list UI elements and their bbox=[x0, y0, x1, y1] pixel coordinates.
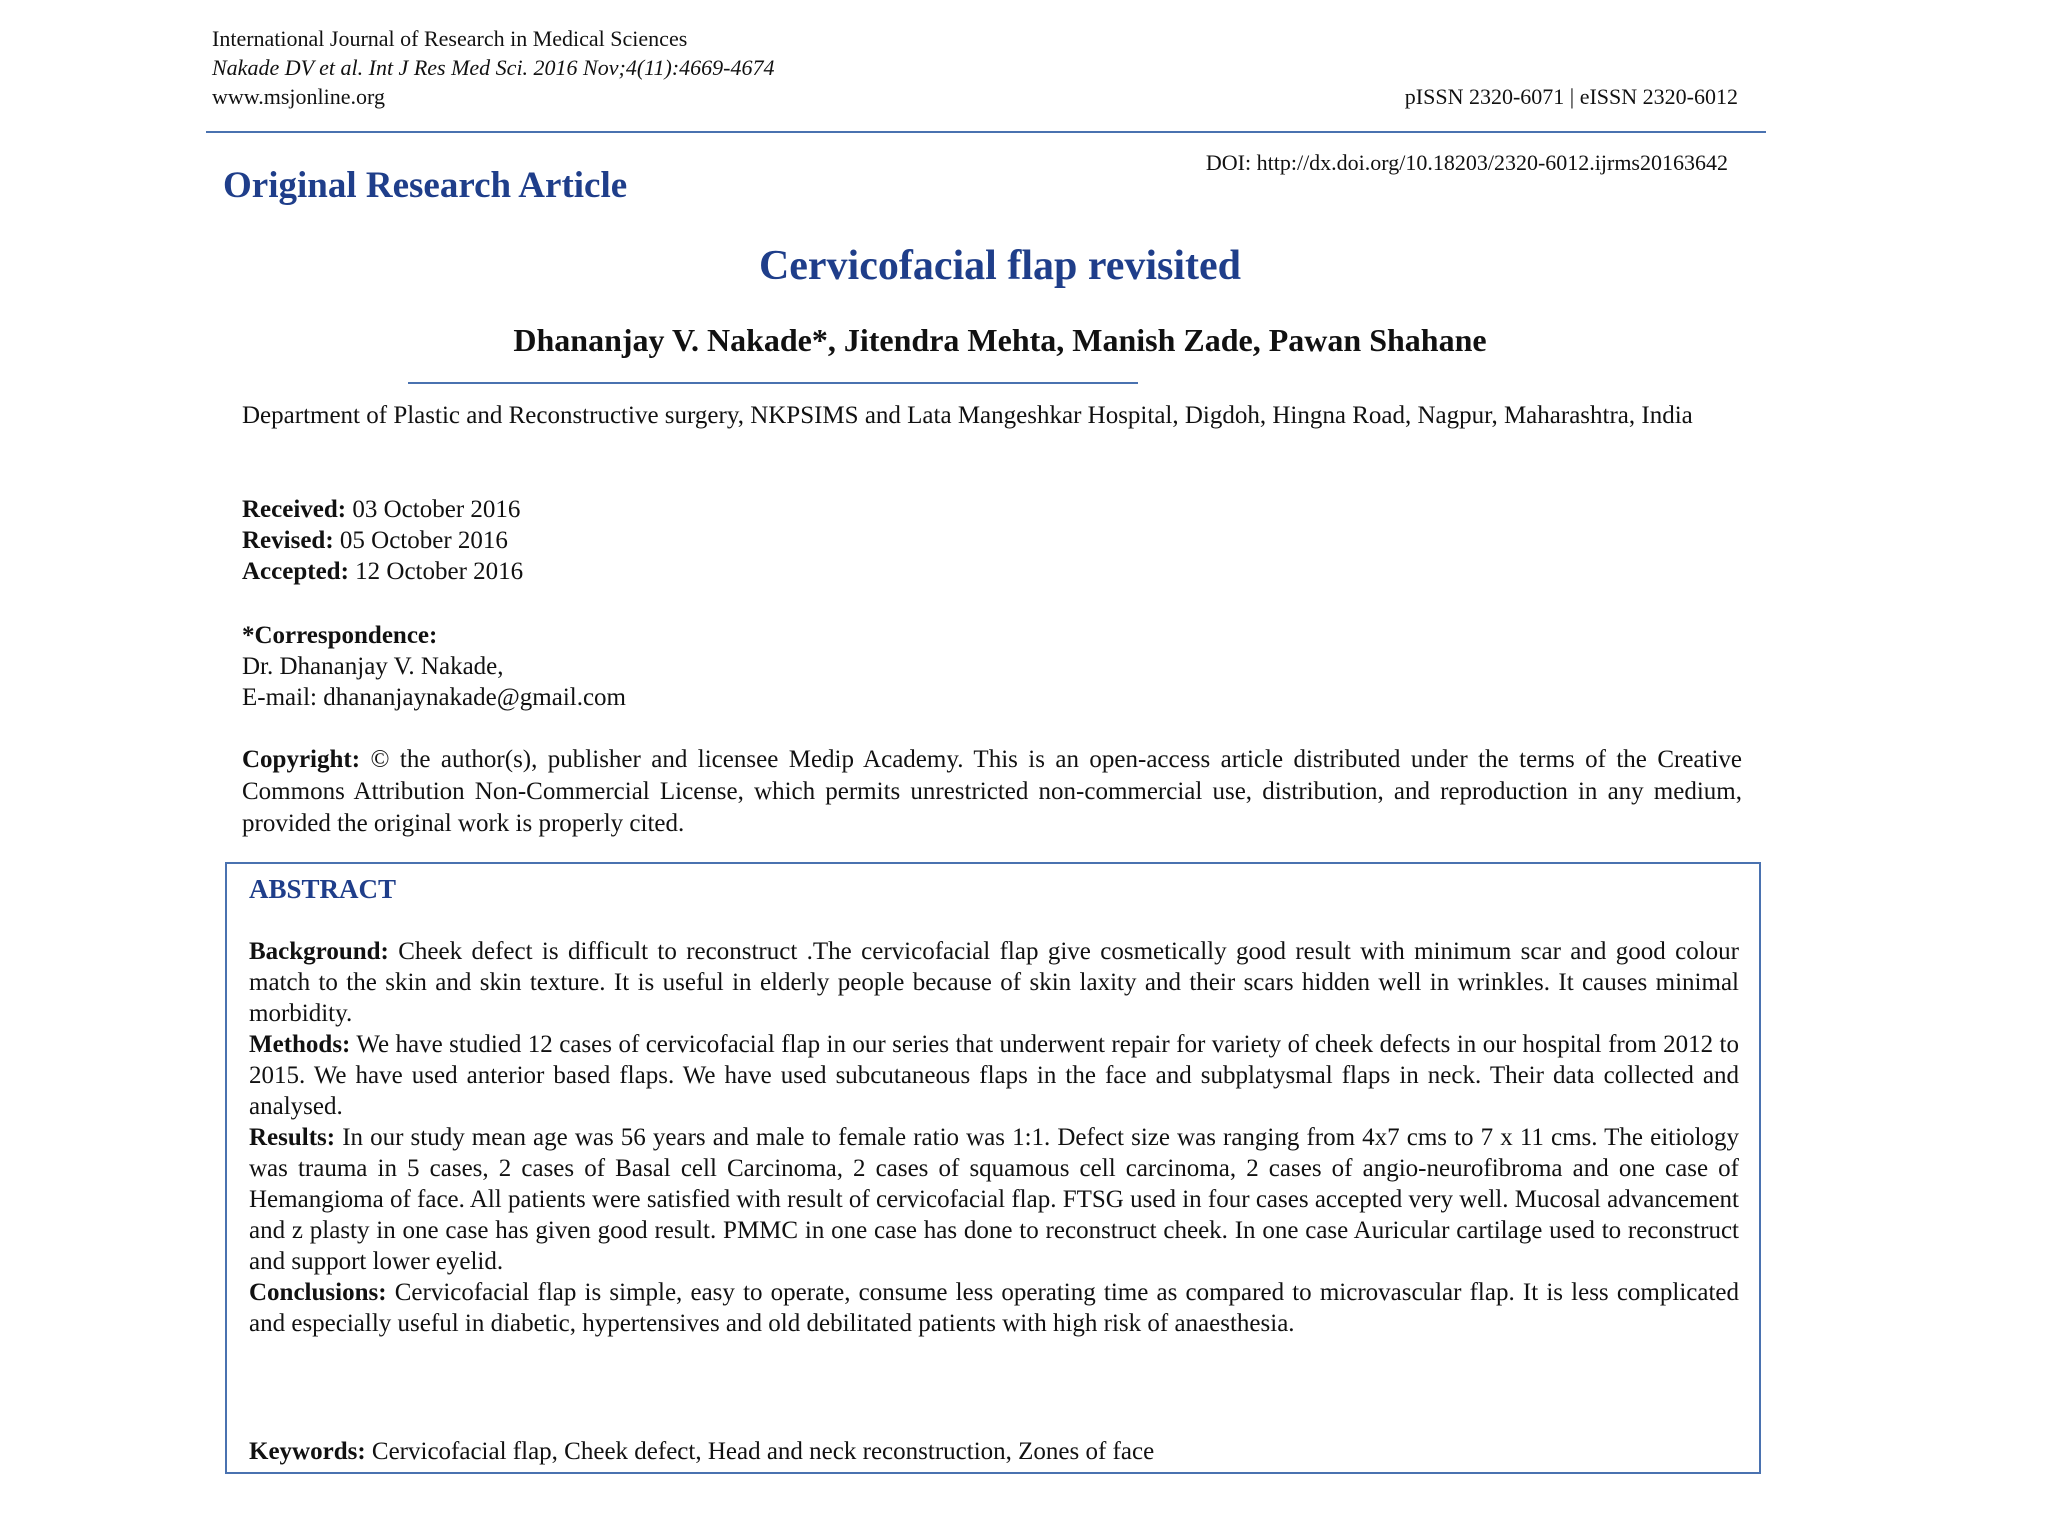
correspondence-name: Dr. Dhananjay V. Nakade, bbox=[242, 653, 504, 680]
doi-link[interactable]: DOI: http://dx.doi.org/10.18203/2320-6012.ijrms20163642 bbox=[1205, 150, 1728, 175]
issn-info: pISSN 2320-6071 | eISSN 2320-6012 bbox=[1404, 84, 1738, 109]
abstract-results: Results: In our study mean age was 56 years and male to female ratio was 1:1. Defect size was ranging from 4x7 cms to 7 x 11 cms. The eitiology was trauma in 5 cases, 2 cases of Basal cell Carcinoma, 2 cases of squamous cell carcinoma, 2 cases of angio-neurofibroma and one case of Hemangioma of face. All patients were satisfied with result of cervicofacial flap. FTSG used in four cases accepted very well. Mucosal advancement and z plasty in one case has given good result. PMMC in one case has done to reconstruct cheek. In one case Auricular cartilage used to reconstruct and support lower eyelid. bbox=[249, 1124, 1739, 1275]
correspondence-label: *Correspondence: bbox=[242, 622, 438, 649]
accepted-date: Accepted: 12 October 2016 bbox=[242, 558, 524, 585]
abstract-conclusions: Conclusions: Cervicofacial flap is simple, easy to operate, consume less operating time as compared to microvascular flap. It is less complicated and especially useful in diabetic, hypertensives and old debilitated patients with high risk of anaesthesia. bbox=[249, 1279, 1739, 1337]
received-date: Received: 03 October 2016 bbox=[242, 496, 521, 523]
copyright-notice bbox=[242, 744, 1742, 840]
article-type: Original Research Article bbox=[223, 165, 628, 206]
correspondence-email[interactable]: E-mail: dhananjaynakade@gmail.com bbox=[242, 684, 626, 711]
journal-header bbox=[212, 24, 775, 111]
author-divider bbox=[408, 382, 1138, 384]
copyright-label: Copyright: bbox=[242, 746, 361, 773]
abstract-body bbox=[249, 936, 1739, 1339]
article-dates bbox=[242, 494, 523, 587]
website-link[interactable]: www.msjonline.org bbox=[212, 84, 385, 109]
abstract-box bbox=[225, 862, 1761, 1474]
citation: Nakade DV et al. Int J Res Med Sci. 2016 Nov;4(11):4669-4674 bbox=[212, 55, 775, 80]
header-divider bbox=[206, 131, 1766, 133]
correspondence bbox=[242, 620, 626, 713]
copyright-text: © the author(s), publisher and licensee Medip Academy. This is an open-access article distributed under the terms of the Creative Commons Attribution Non-Commercial License, which permits unrestricted non-commercial use, distribution, and reproduction in any medium, provided the original work is properly cited. bbox=[242, 746, 1743, 837]
revised-date: Revised: 05 October 2016 bbox=[242, 527, 508, 554]
abstract-background: Background: Cheek defect is difficult to reconstruct .The cervicofacial flap give cosmetically good result with minimum scar and good colour match to the skin and skin texture. It is useful in elderly people because of skin laxity and their scars hidden well in wrinkles. It causes minimal morbidity. bbox=[249, 938, 1740, 1027]
author-list: Dhananjay V. Nakade*, Jitendra Mehta, Manish Zade, Pawan Shahane bbox=[513, 322, 1487, 358]
abstract-methods: Methods: We have studied 12 cases of cervicofacial flap in our series that underwent repair for variety of cheek defects in our hospital from 2012 to 2015. We have used anterior based flaps. We have used subcutaneous flaps in the face and subplatysmal flaps in neck. Their data collected and analysed. bbox=[249, 1031, 1739, 1120]
affiliation: Department of Plastic and Reconstructive surgery, NKPSIMS and Lata Mangeshkar Hospital, Digdoh, Hingna Road, Nagpur, Maharashtra, India bbox=[242, 402, 1693, 429]
keywords: Keywords: Cervicofacial flap, Cheek defect, Head and neck reconstruction, Zones of face bbox=[249, 1438, 1155, 1465]
journal-name: International Journal of Research in Medical Sciences bbox=[212, 26, 688, 51]
abstract-heading: ABSTRACT bbox=[249, 874, 397, 904]
article-title: Cervicofacial flap revisited bbox=[758, 243, 1242, 289]
